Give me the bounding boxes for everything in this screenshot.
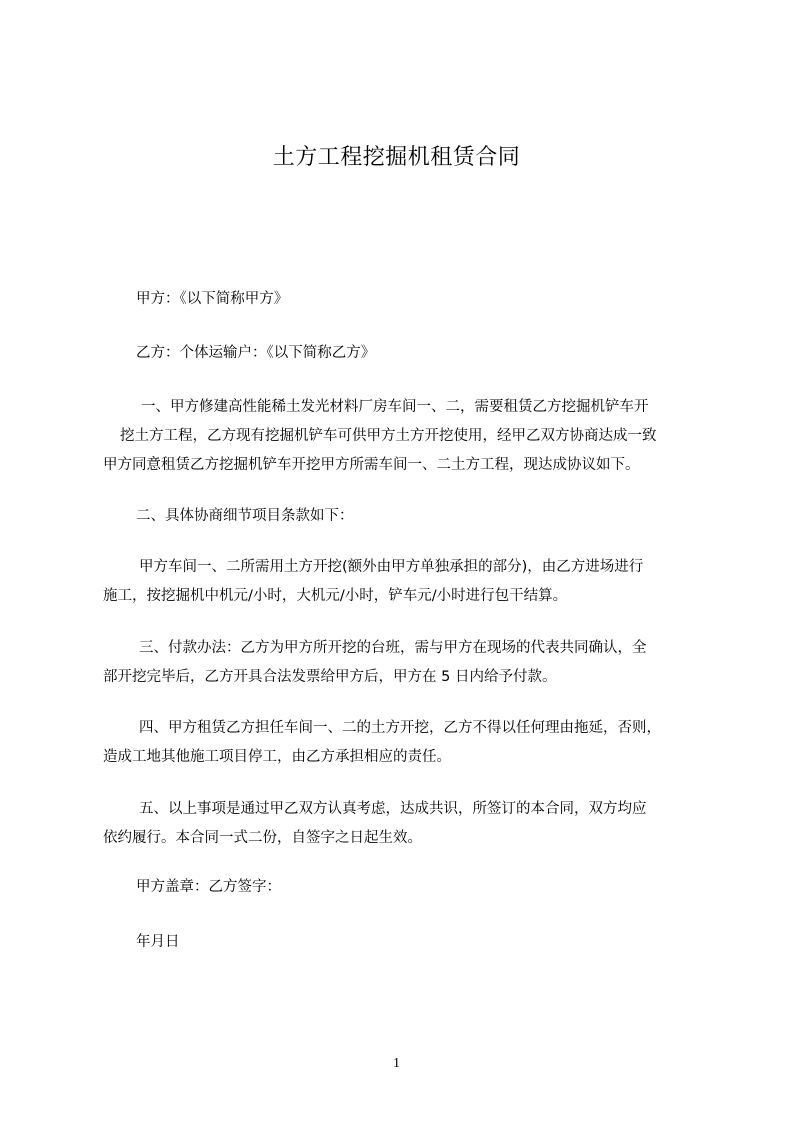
date-text: 年月日 (136, 934, 180, 950)
clause-5-line-1: 五、以上事项是通过甲乙双方认真考虑，达成共识，所签订的本合同，双方均应 (139, 801, 647, 817)
clause-2-heading-text: 二、具体协商细节项目条款如下： (136, 508, 354, 524)
date-line (103, 928, 703, 957)
party-a-text: 甲方：《以下简称甲方》 (136, 291, 289, 307)
clause-1-line-2: 挖土方工程，乙方现有挖掘机铲车可供甲方土方开挖使用，经甲乙双方协商达成一致 (120, 428, 657, 444)
clause-4 (103, 714, 703, 772)
clause-5 (103, 795, 703, 853)
clause-1-line-3: 甲方同意租赁乙方挖掘机铲车开挖甲方所需车间一、二土方工程，现达成协议如下。 (103, 457, 640, 473)
clause-4-line-2: 造成工地其他施工项目停工，由乙方承担相应的责任。 (103, 749, 451, 765)
clause-3 (103, 634, 703, 692)
clause-1 (103, 393, 703, 480)
party-b-line (103, 339, 703, 368)
clause-1-line-1: 一、甲方修建高性能稀土发光材料厂房车间一、二，需要租赁乙方挖掘机铲车开 (141, 399, 649, 415)
clause-4-line-1: 四、甲方租赁乙方担任车间一、二的土方开挖，乙方不得以任何理由拖延，否则， (139, 720, 661, 736)
document-title: 土方工程挖掘机租赁合同 (272, 145, 521, 170)
clause-2-heading (103, 502, 703, 531)
signature-line (103, 873, 703, 902)
clause-2-line-2: 施工，按挖掘机中机元/小时，大机元/小时，铲车元/小时进行包干结算。 (103, 588, 568, 604)
signature-text: 甲方盖章：乙方签字： (136, 879, 281, 895)
clause-3-line-1: 三、付款办法：乙方为甲方所开挖的台班，需与甲方在现场的代表共同确认，全 (139, 640, 647, 656)
clause-5-line-2: 依约履行。本合同一式二份，自签字之日起生效。 (103, 830, 422, 846)
clause-2-line-1: 甲方车间一、二所需用土方开挖(额外由甲方单独承担的部分)，由乙方进场进行 (139, 559, 644, 575)
clause-2-body (103, 553, 703, 611)
clause-3-line-2: 部开挖完毕后，乙方开具合法发票给甲方后，甲方在 5 日内给予付款。 (103, 669, 557, 685)
party-a-line (103, 285, 703, 314)
page-number: 1 (393, 1056, 400, 1071)
party-b-text: 乙方：个体运输户：《以下简称乙方》 (136, 345, 376, 361)
